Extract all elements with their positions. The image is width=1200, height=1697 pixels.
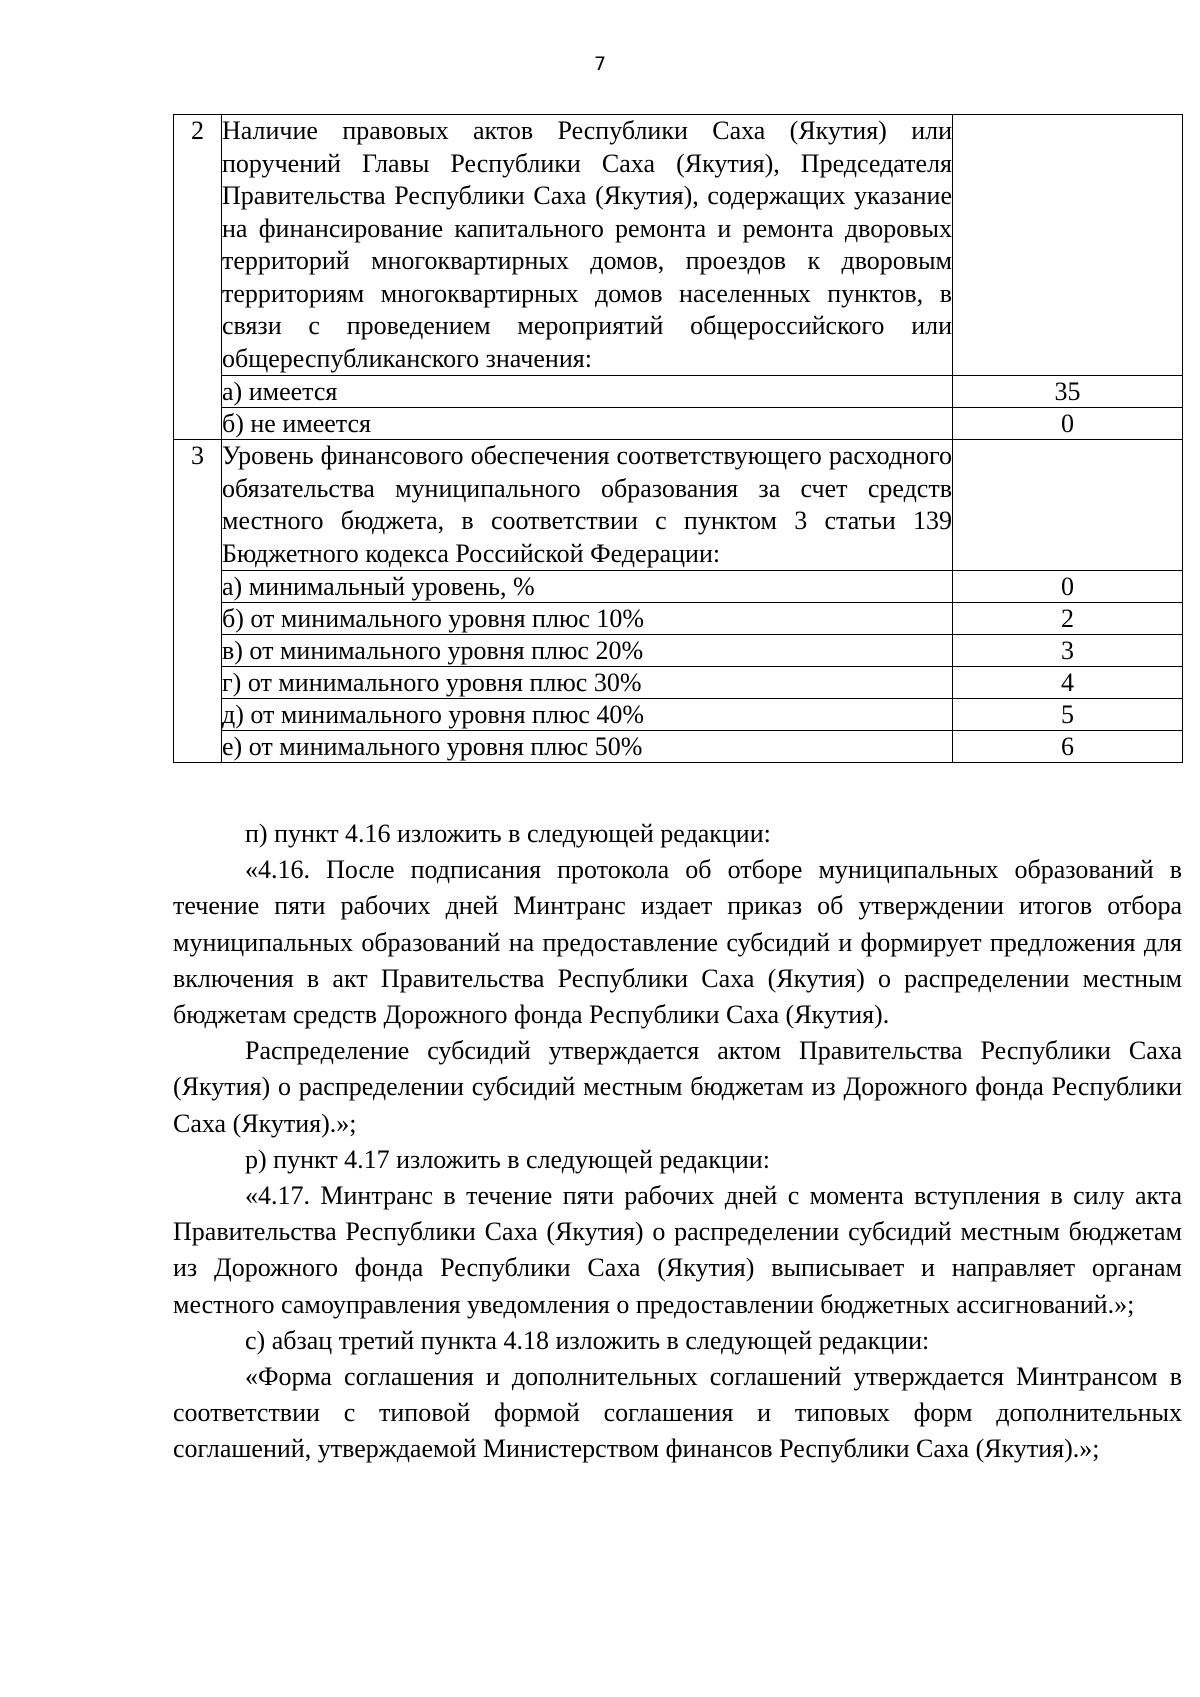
option-label: а) минимальный уровень, %: [222, 571, 953, 603]
table-row: [174, 440, 1183, 571]
table-row: [174, 635, 1183, 667]
criterion-number: 2: [174, 115, 222, 440]
table-row: [174, 603, 1183, 635]
option-score: 3: [953, 635, 1183, 667]
amendment-text: [173, 816, 1182, 1468]
option-label: в) от минимального уровня плюс 20%: [222, 635, 953, 667]
empty-score-cell: [953, 440, 1183, 571]
option-score: 0: [953, 408, 1183, 440]
criterion-number: 3: [174, 440, 222, 763]
paragraph: «Форма соглашения и дополнительных соглашений утверждается Минтрансом в соответствии с типовой формой соглашения и типовых форм дополнительных соглашений, утверждаемой Министерством финансов Республики Саха (Якутия).»;: [173, 1362, 1182, 1464]
criterion-description: Наличие правовых актов Республики Саха (Якутия) или поручений Главы Республики Саха (Якутия), Председателя Правительства Республики Саха (Якутия), содержащих указание на финансирование капитального ремонта и ремонта дворовых территорий многоквартирных домов, проездов к дворовым территориям многоквартирных домов населенных пунктов, в связи с проведением мероприятий общероссийского или общереспубликанского значения:: [222, 116, 952, 373]
criteria-table: [173, 114, 1183, 763]
paragraph: с) абзац третий пункта 4.18 изложить в следующей редакции:: [245, 1325, 930, 1355]
paragraph: Распределение субсидий утверждается актом Правительства Республики Саха (Якутия) о распределении субсидий местным бюджетам из Дорожного фонда Республики Саха (Якутия).»;: [173, 1036, 1182, 1138]
table-row: [174, 731, 1183, 763]
criterion-description: Уровень финансового обеспечения соответствующего расходного обязательства муниципального образования за счет средств местного бюджета, в соответствии с пунктом 3 статьи 139 Бюджетного кодекса Российской Федерации:: [222, 441, 952, 568]
paragraph: р) пункт 4.17 изложить в следующей редакции:: [245, 1144, 770, 1174]
table-row: [174, 699, 1183, 731]
table-row: [174, 115, 1183, 376]
page-number: 7: [593, 53, 607, 75]
option-score: 4: [953, 667, 1183, 699]
option-score: 0: [953, 571, 1183, 603]
paragraph: «4.17. Минтранс в течение пяти рабочих дней с момента вступления в силу акта Правительства Республики Саха (Якутия) о распределении субсидий местным бюджетам из Дорожного фонда Республики Саха (Якутия) выписывает и направляет органам местного самоуправления уведомления о предоставлении бюджетных ассигнований.»;: [173, 1181, 1182, 1319]
paragraph: «4.16. После подписания протокола об отборе муниципальных образований в течение пяти рабочих дней Минтранс издает приказ об утверждении итогов отбора муниципальных образований на предоставление субсидий и формирует предложения для включения в акт Правительства Республики Саха (Якутия) о распределении местным бюджетам средств Дорожного фонда Республики Саха (Якутия).: [173, 855, 1182, 1030]
option-label: д) от минимального уровня плюс 40%: [222, 699, 953, 731]
option-label: а) имеется: [222, 376, 953, 408]
paragraph: п) пункт 4.16 изложить в следующей редакции:: [245, 819, 771, 848]
option-score: 5: [953, 699, 1183, 731]
option-score: 35: [953, 376, 1183, 408]
table-row: [174, 376, 1183, 408]
criterion-text: [222, 115, 953, 376]
criterion-text: [222, 440, 953, 571]
option-label: г) от минимального уровня плюс 30%: [222, 667, 953, 699]
option-label: б) не имеется: [222, 408, 953, 440]
option-score: 6: [953, 731, 1183, 763]
table-row: [174, 571, 1183, 603]
empty-score-cell: [953, 115, 1183, 376]
option-score: 2: [953, 603, 1183, 635]
table-row: [174, 408, 1183, 440]
table-row: [174, 667, 1183, 699]
option-label: е) от минимального уровня плюс 50%: [222, 731, 953, 763]
option-label: б) от минимального уровня плюс 10%: [222, 603, 953, 635]
